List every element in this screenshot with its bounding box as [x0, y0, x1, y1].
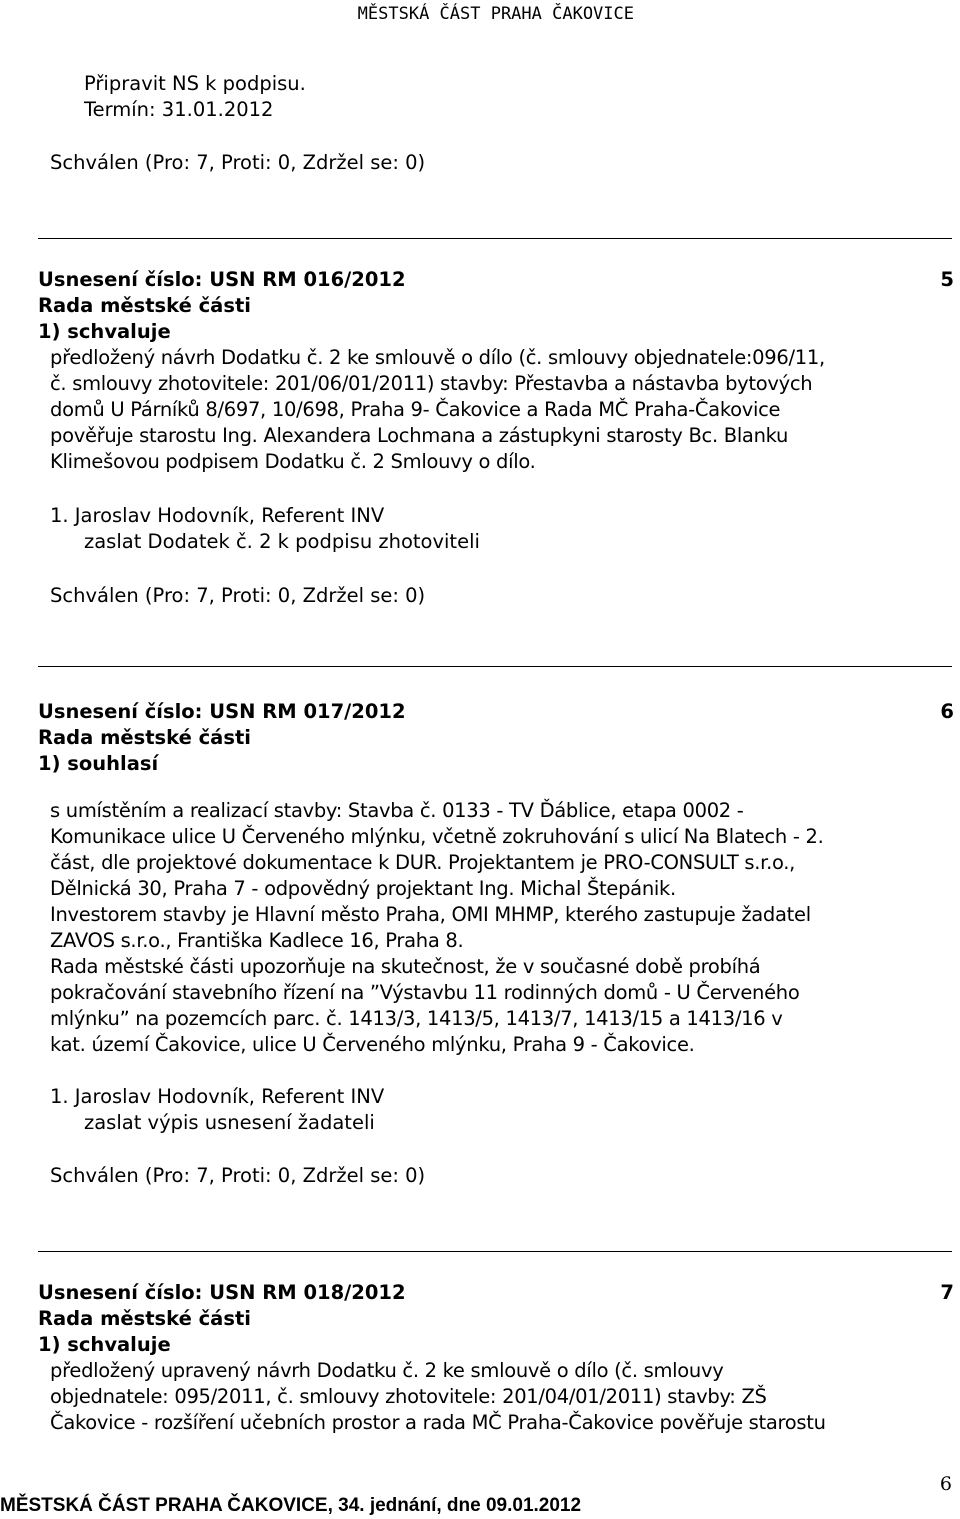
divider — [38, 666, 952, 667]
resolution-number: 7 — [940, 1281, 954, 1304]
responsible-task: zaslat výpis usnesení žadateli — [84, 1111, 375, 1134]
resolution-title: Usnesení číslo: USN RM 016/2012 — [38, 268, 406, 291]
resolution-number: 5 — [940, 268, 954, 291]
resolution-text-line: Komunikace ulice U Červeného mlýnku, včetně zokruhování s ulicí Na Blatech - 2. — [50, 825, 824, 848]
resolution-text-line: předložený upravený návrh Dodatku č. 2 ke smlouvě o dílo (č. smlouvy — [50, 1359, 724, 1382]
resolution-title: Usnesení číslo: USN RM 017/2012 — [38, 700, 406, 723]
resolution-text-line: Investorem stavby je Hlavní město Praha, OMI MHMP, kterého zastupuje žadatel — [50, 903, 811, 926]
responsible-person: 1. Jaroslav Hodovník, Referent INV — [50, 504, 385, 527]
intro-vote: Schválen (Pro: 7, Proti: 0, Zdržel se: 0) — [50, 151, 426, 174]
resolution-text-line: domů U Párníků 8/697, 10/698, Praha 9- Čakovice a Rada MČ Praha-Čakovice — [50, 398, 781, 421]
resolution-text-line: Klimešovou podpisem Dodatku č. 2 Smlouvy o dílo. — [50, 450, 536, 473]
resolution-body: Rada městské části — [38, 726, 251, 749]
resolution-text-line: pokračování stavebního řízení na ˮVýstavbu 11 rodinných domů - U Červeného — [50, 981, 800, 1004]
resolution-text-line: mlýnkuˮ na pozemcích parc. č. 1413/3, 1413/5, 1413/7, 1413/15 a 1413/16 v — [50, 1007, 783, 1030]
resolution-vote: Schválen (Pro: 7, Proti: 0, Zdržel se: 0) — [50, 1164, 426, 1187]
running-header: MĚSTSKÁ ČÁST PRAHA ČAKOVICE — [357, 4, 634, 24]
page-footer: MĚSTSKÁ ČÁST PRAHA ČAKOVICE, 34. jednání, dne 09.01.2012 — [0, 1495, 582, 1516]
resolution-title: Usnesení číslo: USN RM 018/2012 — [38, 1281, 406, 1304]
responsible-task: zaslat Dodatek č. 2 k podpisu zhotoviteli — [84, 530, 480, 553]
divider — [38, 1251, 952, 1252]
intro-line-1: Připravit NS k podpisu. — [84, 72, 306, 95]
resolution-text-line: pověřuje starostu Ing. Alexandera Lochmana a zástupkyni starosty Bc. Blanku — [50, 424, 789, 447]
resolution-text-line: Čakovice - rozšíření učebních prostor a rada MČ Praha-Čakovice pověřuje starostu — [50, 1411, 826, 1434]
resolution-verb: 1) schvaluje — [38, 320, 171, 343]
resolution-text-line: ZAVOS s.r.o., Františka Kadlece 16, Praha 8. — [50, 929, 464, 952]
resolution-text-line: část, dle projektové dokumentace k DUR. Projektantem je PRO-CONSULT s.r.o., — [50, 851, 796, 874]
resolution-text-line: předložený návrh Dodatku č. 2 ke smlouvě o dílo (č. smlouvy objednatele:096/11, — [50, 346, 825, 369]
resolution-number: 6 — [940, 700, 954, 723]
resolution-text-line: Rada městské části upozorňuje na skutečnost, že v současné době probíhá — [50, 955, 761, 978]
resolution-text-line: s umístěním a realizací stavby: Stavba č. 0133 - TV Ďáblice, etapa 0002 - — [50, 799, 744, 822]
resolution-text-line: objednatele: 095/2011, č. smlouvy zhotovitele: 201/04/01/2011) stavby: ZŠ — [50, 1385, 767, 1408]
resolution-verb: 1) schvaluje — [38, 1333, 171, 1356]
resolution-text-line: č. smlouvy zhotovitele: 201/06/01/2011) stavby: Přestavba a nástavba bytových — [50, 372, 813, 395]
page-number: 6 — [939, 1473, 952, 1495]
resolution-text-line: kat. území Čakovice, ulice U Červeného mlýnku, Praha 9 - Čakovice. — [50, 1033, 695, 1056]
resolution-body: Rada městské části — [38, 1307, 251, 1330]
resolution-verb: 1) souhlasí — [38, 752, 159, 775]
responsible-person: 1. Jaroslav Hodovník, Referent INV — [50, 1085, 385, 1108]
resolution-text-line: Dělnická 30, Praha 7 - odpovědný projektant Ing. Michal Štepánik. — [50, 877, 676, 900]
resolution-vote: Schválen (Pro: 7, Proti: 0, Zdržel se: 0) — [50, 584, 426, 607]
divider — [38, 238, 952, 239]
resolution-body: Rada městské části — [38, 294, 251, 317]
intro-deadline: Termín: 31.01.2012 — [84, 98, 274, 121]
